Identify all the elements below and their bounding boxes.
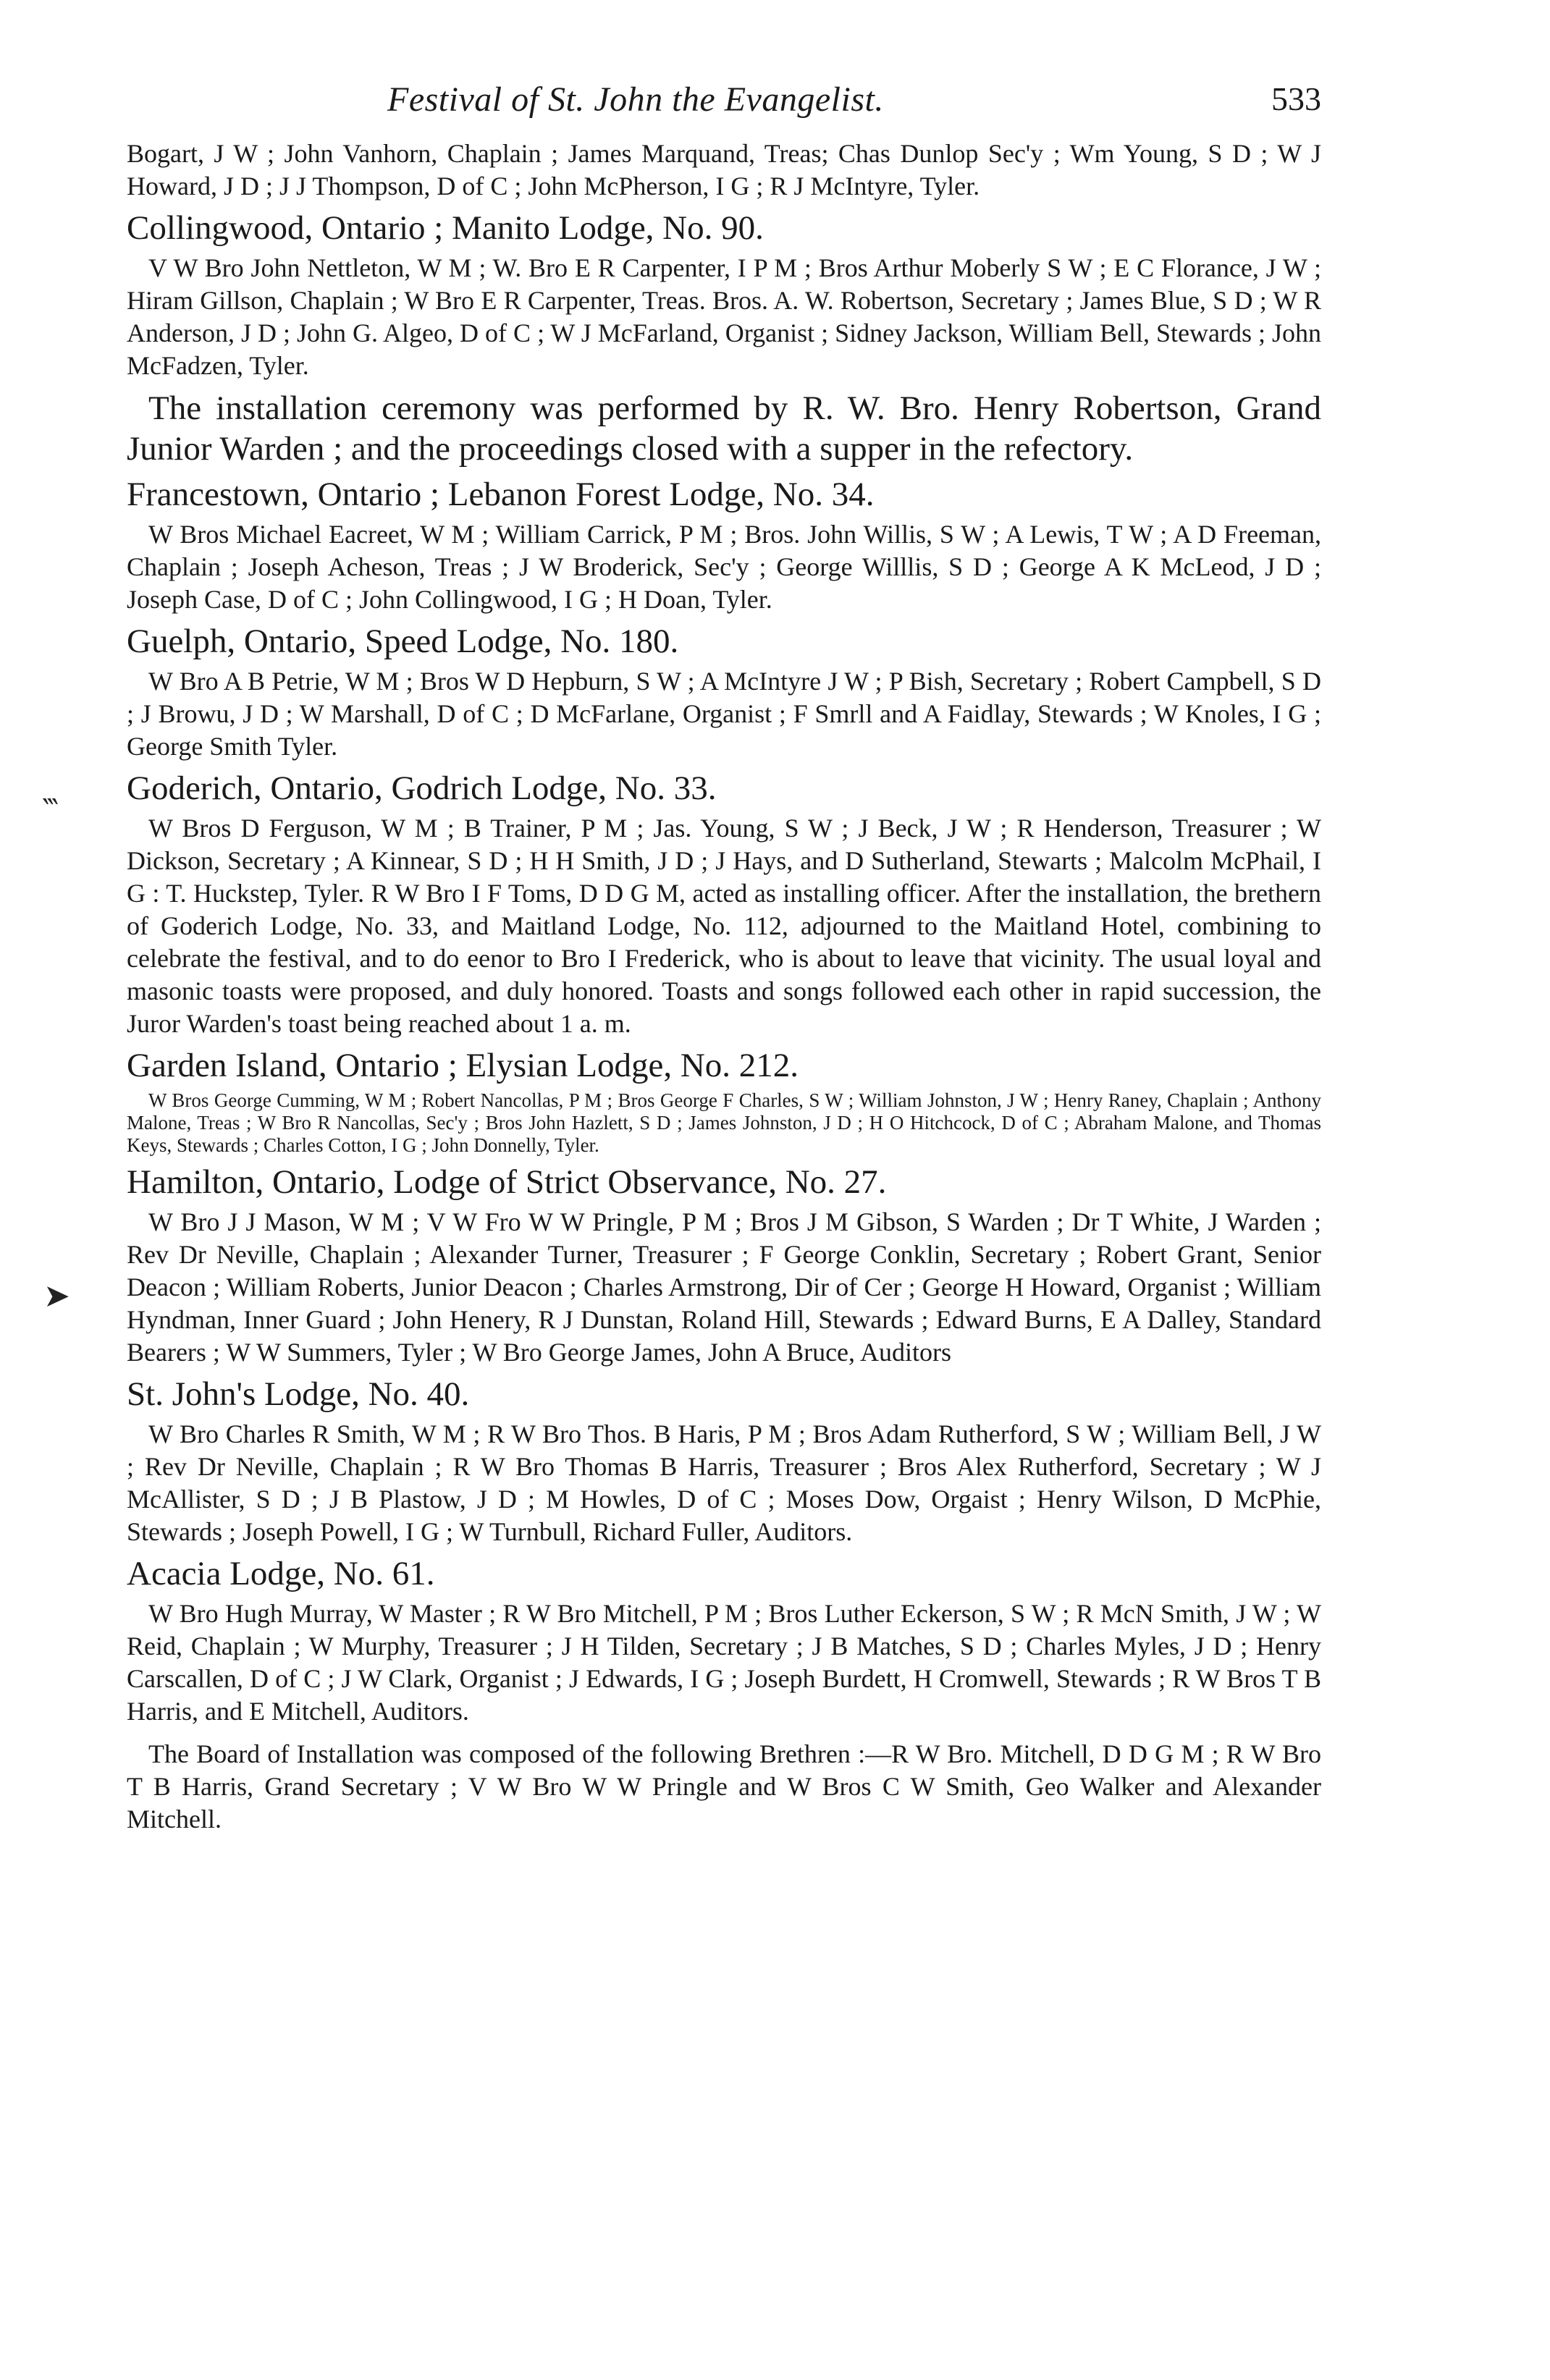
book-page [127,80,1321,1836]
lodge-heading: St. John's Lodge, No. 40. [127,1375,470,1413]
lodge-officers-paragraph: W Bro Hugh Murray, W Master ; R W Bro Mitchell, P M ; Bros Luther Eckerson, S W ; R McN Smith, J W ; W Reid, Chaplain ; W Murphy, Treasurer ; J H Tilden, Secretary ; J B Matches, S D ; Charles Myles, J D ; Henry Carscallen, D of C ; J W Clark, Organist ; J Edwards, I G ; Joseph Burdett, H Cromwell, Stewards ; R W Bros T B Harris, and E Mitchell, Auditors. [127,1599,1321,1726]
lodge-heading: Garden Island, Ontario ; Elysian Lodge, No. 212. [127,1047,799,1084]
lodge-officers-paragraph: V W Bro John Nettleton, W M ; W. Bro E R Carpenter, I P M ; Bros Arthur Moberly S W ; E C Florance, J W ; Hiram Gillson, Chaplain ; W Bro E R Carpenter, Treas. Bros. A. W. Robertson, Secretary ; James Blue, S D ; W R Anderson, J D ; John G. Algeo, D of C ; W J McFarland, Organist ; Sidney Jackson, William Bell, Stewards ; John McFadzen, Tyler. [127,253,1321,380]
lodge-officers-paragraph: Bogart, J W ; John Vanhorn, Chaplain ; James Marquand, Treas; Chas Dunlop Sec'y ; Wm Young, S D ; W J Howard, J D ; J J Thompson, D of C ; John McPherson, I G ; R J McIntyre, Tyler. [127,139,1321,201]
margin-mark: ‷ [42,793,59,829]
lodge-heading: Hamilton, Ontario, Lodge of Strict Observance, No. 27. [127,1163,887,1201]
board-of-installation-paragraph: The Board of Installation was composed of the following Brethren :—R W Bro. Mitchell, D D G M ; R W Bro T B Harris, Grand Secretary ; V W Bro W W Pringle and W Bros C W Smith, Geo Walker and Alexander Mitchell. [127,1739,1321,1833]
lodge-officers-paragraph: W Bros D Ferguson, W M ; B Trainer, P M ; Jas. Young, S W ; J Beck, J W ; R Henderson, Treasurer ; W Dickson, Secretary ; A Kinnear, S D ; H H Smith, J D ; J Hays, and D Sutherland, Stewarts ; Malcolm McPhail, I G : T. Huckstep, Tyler. R W Bro I F Toms, D D G M, acted as installing officer. After the installation, the brethern of Goderich Lodge, No. 33, and Maitland Lodge, No. 112, adjourned to the Maitland Hotel, combining to celebrate the festival, and to do eenor to Bro I Frederick, who is about to leave that vicinity. The usual loyal and masonic toasts were proposed, and duly honored. Toasts and songs followed each other in rapid succession, the Juror Warden's toast being reached about 1 a. m. [127,814,1321,1038]
lodge-officers-paragraph: W Bro Charles R Smith, W M ; R W Bro Thos. B Haris, P M ; Bros Adam Rutherford, S W ; William Bell, J W ; Rev Dr Neville, Chaplain ; R W Bro Thomas B Harris, Treasurer ; Bros Alex Rutherford, Secretary ; W J McAllister, S D ; J B Plastow, J D ; M Howles, D of C ; Moses Dow, Orgaist ; Henry Wilson, D McPhie, Stewards ; Joseph Powell, I G ; W Turnbull, Richard Fuller, Auditors. [127,1419,1321,1546]
lodge-officers-paragraph: W Bros Michael Eacreet, W M ; William Carrick, P M ; Bros. John Willis, S W ; A Lewis, T W ; A D Freeman, Chaplain ; Joseph Acheson, Treas ; J W Broderick, Sec'y ; George Willlis, S D ; George A K McLeod, J D ; Joseph Case, D of C ; John Collingwood, I G ; H Doan, Tyler. [127,520,1321,614]
page-number: 533 [1271,80,1321,117]
running-head [127,80,1321,138]
installation-note: The installation ceremony was performed by R. W. Bro. Henry Robertson, Grand Junior Warden ; and the proceedings closed with a supper in the refectory. [127,389,1321,468]
lodge-officers-paragraph: W Bro J J Mason, W M ; V W Fro W W Pringle, P M ; Bros J M Gibson, S Warden ; Dr T White, J Warden ; Rev Dr Neville, Chaplain ; Alexander Turner, Treasurer ; F George Conklin, Secretary ; Robert Grant, Senior Deacon ; William Roberts, Junior Deacon ; Charles Armstrong, Dir of Cer ; George H Howard, Organist ; William Hyndman, Inner Guard ; John Henery, R J Dunstan, Roland Hill, Stewards ; Edward Burns, E A Dalley, Standard Bearers ; W W Summers, Tyler ; W Bro George James, John A Bruce, Auditors [127,1207,1321,1367]
lodge-officers-paragraph: W Bros George Cumming, W M ; Robert Nancollas, P M ; Bros George F Charles, S W ; William Johnston, J W ; Henry Raney, Chaplain ; Anthony Malone, Treas ; W Bro R Nancollas, Sec'y ; Bros John Hazlett, S D ; James Johnston, J D ; H O Hitchcock, D of C ; Abraham Malone, and Thomas Keys, Stewards ; Charles Cotton, I G ; John Donnelly, Tyler. [127,1089,1321,1156]
lodge-heading: Acacia Lodge, No. 61. [127,1555,435,1592]
lodge-heading: Francestown, Ontario ; Lebanon Forest Lodge, No. 34. [127,476,875,513]
running-title: Festival of St. John the Evangelist. [387,80,884,119]
lodge-heading: Goderich, Ontario, Godrich Lodge, No. 33. [127,769,717,807]
lodge-heading: Guelph, Ontario, Speed Lodge, No. 180. [127,623,679,660]
margin-mark: ➤ [43,1278,70,1314]
lodge-officers-paragraph: W Bro A B Petrie, W M ; Bros W D Hepburn, S W ; A McIntyre J W ; P Bish, Secretary ; Robert Campbell, S D ; J Browu, J D ; W Marshall, D of C ; D McFarlane, Organist ; F Smrll and A Faidlay, Stewards ; W Knoles, I G ; George Smith Tyler. [127,667,1321,761]
lodge-heading: Collingwood, Ontario ; Manito Lodge, No. 90. [127,209,764,247]
